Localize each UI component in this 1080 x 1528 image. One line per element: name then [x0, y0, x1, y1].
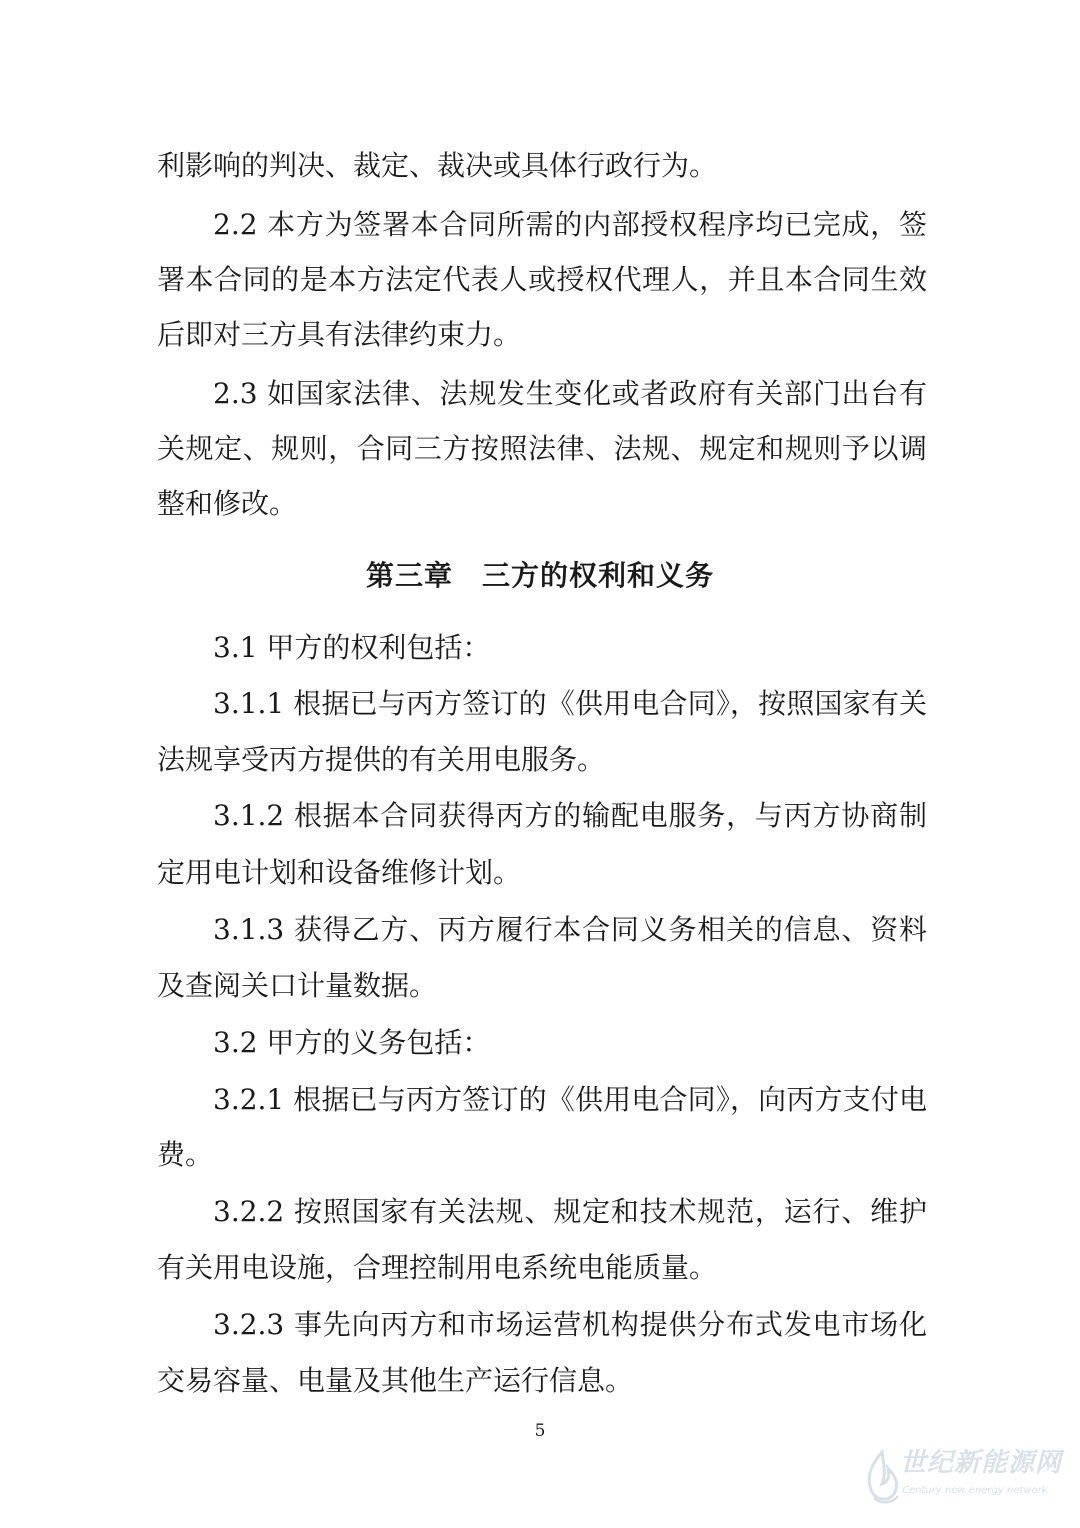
watermark-title: 世纪新能源网: [900, 1448, 1063, 1478]
paragraph-line: 3.2.2 按照国家有关法规、规定和技术规范，运行、维护: [213, 1195, 927, 1228]
paragraph-line: 3.1 甲方的权利包括：: [213, 631, 491, 664]
paragraph-line: 2.2 本方为签署本合同所需的内部授权程序均已完成，签: [213, 208, 927, 241]
chapter-heading: 第三章 三方的权利和义务: [365, 559, 714, 592]
paragraph-line: 交易容量、电量及其他生产运行信息。: [157, 1364, 634, 1397]
watermark: [860, 1444, 1063, 1510]
paragraph-line: 费。: [157, 1138, 214, 1171]
paragraph-line: 利影响的判决、裁定、裁决或具体行政行为。: [157, 149, 718, 182]
paragraph-line: 3.1.1 根据已与丙方签订的《供用电合同》，按照国家有关: [213, 687, 927, 720]
paragraph-line: 3.2.1 根据已与丙方签订的《供用电合同》，向丙方支付电: [213, 1083, 927, 1116]
paragraph-line: 定用电计划和设备维修计划。: [157, 856, 522, 889]
paragraph-line: 关规定、规则，合同三方按照法律、法规、规定和规则予以调: [157, 432, 927, 465]
paragraph-line: 署本合同的是本方法定代表人或授权代理人，并且本合同生效: [157, 263, 927, 296]
paragraph-line: 有关用电设施，合理控制用电系统电能质量。: [157, 1251, 718, 1284]
paragraph-line: 3.1.2 根据本合同获得丙方的输配电服务，与丙方协商制: [213, 799, 927, 832]
paragraph-line: 及查阅关口计量数据。: [157, 969, 438, 1002]
paragraph-line: 2.3 如国家法律、法规发生变化或者政府有关部门出台有: [213, 377, 927, 410]
watermark-subtitle: Century new energy network: [902, 1485, 1048, 1496]
page-number: 5: [534, 1421, 546, 1441]
paragraph-line: 后即对三方具有法律约束力。: [157, 318, 522, 351]
paragraph-line: 3.1.3 获得乙方、丙方履行本合同义务相关的信息、资料: [213, 913, 927, 946]
paragraph-line: 法规享受丙方提供的有关用电服务。: [157, 743, 606, 776]
paragraph-line: 3.2 甲方的义务包括：: [213, 1026, 491, 1059]
paragraph-line: 整和修改。: [157, 487, 298, 520]
paragraph-line: 3.2.3 事先向丙方和市场运营机构提供分布式发电市场化: [213, 1308, 927, 1341]
flame-logo-icon: [860, 1448, 904, 1506]
